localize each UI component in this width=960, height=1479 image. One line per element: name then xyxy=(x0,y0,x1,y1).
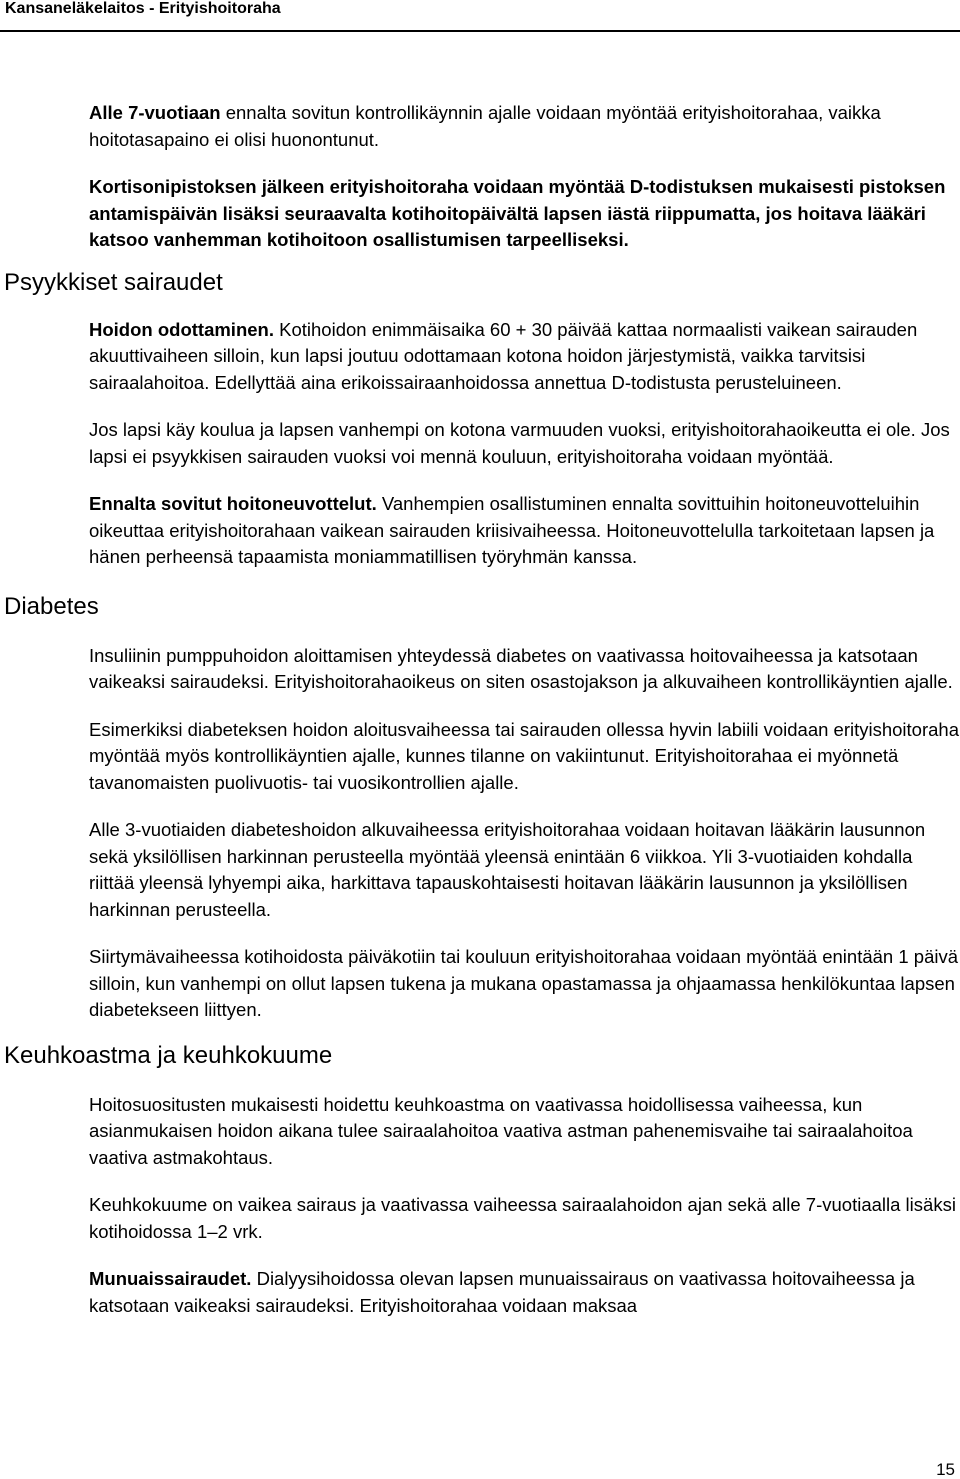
section-heading-psyykkiset: Psyykkiset sairaudet xyxy=(4,268,223,296)
intro-paragraph-2: Kortisonipistoksen jälkeen erityishoitoraha voidaan myöntää D-todistuksen mukaisesti pistoksen antamispäivän lisäksi seuraavalta kotihoitopäivältä lapsen iästä riippumatta, jos hoitava lääkäri katsoo vanhemman kotihoitoon osallistumisen tarpeelliseksi. xyxy=(89,176,946,250)
section-heading-diabetes: Diabetes xyxy=(4,592,99,620)
intro-paragraph-1-text: ennalta sovitun kontrollikäynnin ajalle voidaan myöntää erityishoitorahaa, vaikka hoitotasapaino ei olisi huonontunut. xyxy=(89,102,881,150)
keuhko-paragraph-2: Keuhkokuume on vaikea sairaus ja vaativassa vaiheessa sairaalahoidon ajan sekä alle 7-vuotiaalla lisäksi kotihoidossa 1–2 vrk. xyxy=(89,1194,956,1242)
document-body xyxy=(0,100,960,1319)
diabetes-paragraph-4: Siirtymävaiheessa kotihoidosta päiväkotiin tai kouluun erityishoitorahaa voidaan myöntää enintään 1 päivä silloin, kun vanhempi on ollut lapsen tukena ja mukana opastamassa ja ohjaamassa henkilökuntaa lapsen diabetekseen liittyen. xyxy=(89,946,959,1020)
keuhko-paragraph-1: Hoitosuositusten mukaisesti hoidettu keuhkoastma on vaativassa hoidollisessa vaiheessa, kun asianmukaisen hoidon aikana tulee sairaalahoitoa vaativa astman pahenemisvaihe tai sairaalahoitoa vaativa astmakohtaus. xyxy=(89,1093,913,1168)
diabetes-paragraph-1: Insuliinin pumppuhoidon aloittamisen yhteydessä diabetes on vaativassa hoitovaiheessa ja katsotaan vaikeaksi sairaudeksi. Erityishoitorahaoikeus on siten osastojakson ja alkuvaiheen kontrollikäyntien ajalle. xyxy=(89,644,953,692)
psyykkiset-paragraph-1 xyxy=(89,317,959,397)
psyykkiset-paragraph-3 xyxy=(89,491,959,571)
psyykkiset-paragraph-3-lead: Ennalta sovitut hoitoneuvottelut. xyxy=(89,493,377,514)
diabetes-paragraph-2: Esimerkiksi diabeteksen hoidon aloitusvaiheessa tai sairauden ollessa hyvin labiili voidaan erityishoitoraha myöntää myös kontrollikäyntien ajalle, kunnes tilanne on vakiintunut. Erityishoitorahaa ei myönnetä tavanomaisten puolivuotis- tai vuosikontrollien ajalle. xyxy=(89,718,959,793)
header-divider xyxy=(0,30,960,32)
page-number: 15 xyxy=(936,1460,955,1479)
document-header-title: Kansaneläkelaitos - Erityishoitoraha xyxy=(5,0,281,17)
psyykkiset-paragraph-3-text: Vanhempien osallistuminen ennalta sovittuihin hoitoneuvotteluihin oikeuttaa erityishoitorahaan vaikean sairauden kriisivaiheessa. Hoitoneuvottelulla tarkoitetaan lapsen ja hänen perheensä tapaamista moniammatillisen työryhmän kanssa. xyxy=(89,493,935,567)
psyykkiset-paragraph-2: Jos lapsi käy koulua ja lapsen vanhempi on kotona varmuuden vuoksi, erityishoitorahaoikeutta ei ole. Jos lapsi ei psyykkisen sairauden vuoksi voi mennä kouluun, erityishoitoraha voidaan myöntää. xyxy=(89,419,950,467)
section-heading-keuhko: Keuhkoastma ja keuhkokuume xyxy=(4,1041,333,1069)
keuhko-paragraph-3 xyxy=(89,1266,959,1319)
intro-paragraph-1 xyxy=(89,100,959,153)
intro-paragraph-1-lead: Alle 7-vuotiaan xyxy=(89,102,221,123)
psyykkiset-paragraph-1-lead: Hoidon odottaminen. xyxy=(89,318,274,340)
keuhko-paragraph-3-text: Dialyysihoidossa olevan lapsen munuaissairaus on vaativassa hoitovaiheessa ja katsotaan vaikeaksi sairaudeksi. Erityishoitorahaa voidaan maksaa xyxy=(89,1268,915,1316)
psyykkiset-paragraph-1-text: Kotihoidon enimmäisaika 60 + 30 päivää kattaa normaalisti vaikean sairauden akuuttivaiheen silloin, kun lapsi joutuu odottamaan kotona hoidon järjestymistä, vaikka tarvitsisi sairaalahoitoa. Edellyttää aina erikoissairaanhoidossa annettua D-todistusta perusteluineen. xyxy=(89,318,918,393)
keuhko-paragraph-3-lead: Munuaissairaudet. xyxy=(89,1268,252,1289)
diabetes-paragraph-3: Alle 3-vuotiaiden diabeteshoidon alkuvaiheessa erityishoitorahaa voidaan hoitavan lääkärin lausunnon sekä yksilöllisen harkinnan perusteella myöntää yleensä enintään 6 viikkoa. Yli 3-vuotiaiden kohdalla riittää yleensä lyhyempi aika, harkittava tapauskohtaisesti hoitavan lääkärin lausunnon ja yksilöllisen harkinnan perusteella. xyxy=(89,819,926,920)
